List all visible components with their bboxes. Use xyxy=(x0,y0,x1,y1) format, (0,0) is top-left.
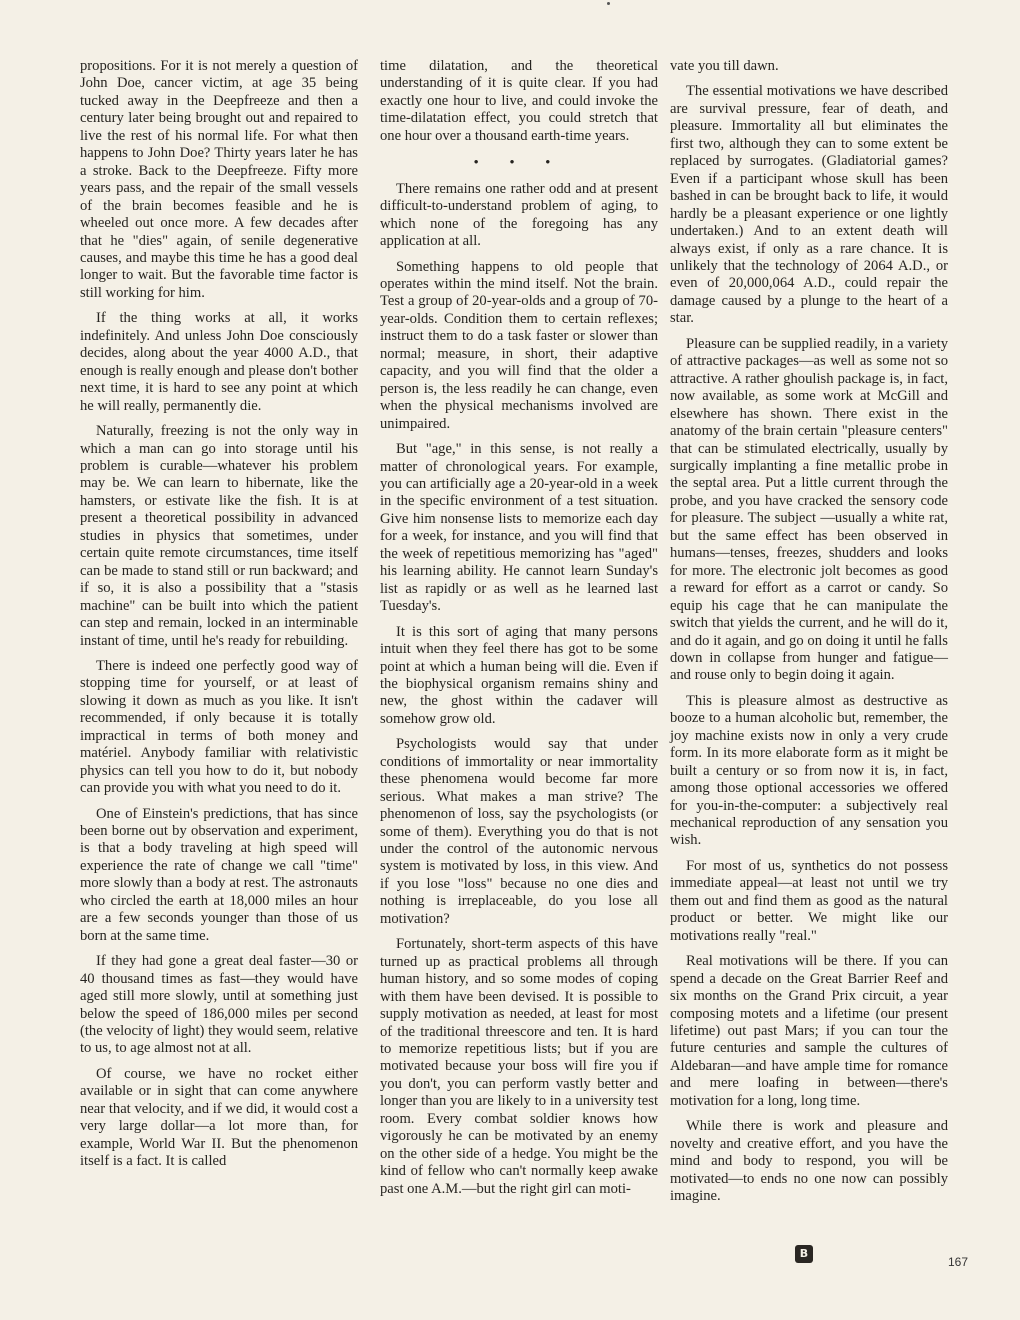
paragraph: Naturally, freezing is not the only way in which a man can go into storage until his problem is curable—whatever his problem may be. We can learn to hibernate, like the hamsters, or estivate like the fish. It is at present a theoretical possibility in advanced studies in physics that sometimes, under certain quite remote circumstances, time itself can be made to stand still or run backward; and if so, it is also a possibility that a "stasis machine" can be built into which the patient can step and remain, locked in an interminable instant of time, until he's ready for rebuilding. xyxy=(80,423,358,649)
paragraph: Psychologists would say that under conditions of immortality or near immortality these phenomena would become far more serious. What makes a man strive? The phenomenon of loss, say the psychologists (or some of them). Everything you do that is not under the control of the autonomic nervous system is motivated by loss, in this view. And if you lose "loss" because no one dies and nothing is irreplaceable, do you lose all motivation? xyxy=(380,736,658,927)
paragraph: time dilatation, and the theoretical understanding of it is quite clear. If you had exactly one hour to live, and could invoke the time-dilatation effect, you could stretch that one hour over a thousand earth-time years. xyxy=(380,58,658,144)
paragraph: But "age," in this sense, is not really a matter of chronological years. For example, you can artificially age a 20-year-old in a week in the specific environment of a test situation. Give him nonsense lists to memorize each day for a week, for instance, and you will find that the week of repetitious memorizing has "aged" his learning ability. He cannot learn Sunday's list as rapidly or as well as he learned last Tuesday's. xyxy=(380,441,658,615)
paragraph: One of Einstein's predictions, that has since been borne out by observation and experiment, is that a body traveling at high speed will experience the rate of change we call "time" more slowly than a body at rest. The astronauts who circled the earth at 18,000 miles an hour are a few seconds younger than those of us born at the same time. xyxy=(80,805,358,944)
paragraph: If the thing works at all, it works indefinitely. And unless John Doe consciously decides, along about the year 4000 A.D., that enough is really enough and please don't bother next time, it is hard to see any point at which he will really, permanently die. xyxy=(80,310,358,414)
paragraph: It is this sort of aging that many persons intuit when they feel there has got to be some point at which a human being will die. Even if the biophysical organism remains shiny and new, the ghost within the cadaver will somehow grow old. xyxy=(380,623,658,727)
paragraph: Pleasure can be supplied readily, in a variety of attractive packages—as well as some not so attractive. A rather ghoulish package is, in fact, now available, as some work at McGill and elsewhere has shown. There exist in the anatomy of the brain certain "pleasure centers" that can be stimulated electrically, usually by surgically implanting a fine metallic probe in the septal area. Put a little current through the probe, and you have cracked the sensory code for pleasure. The subject —usually a white rat, but the same effect has been observed in humans—tenses, freezes, shudders and looks for more. The electronic jolt becomes as good a reward for effort as a carrot or candy. So equip his cage that he can manipulate the switch that yields the current, and he will do it, and do it again, and go on doing it until he falls down in collapse from hunger and fatigue—and rouse only to begin doing it again. xyxy=(670,335,948,684)
paragraph: There remains one rather odd and at present difficult-to-understand problem of aging, to which none of the foregoing has any application at all. xyxy=(380,180,658,250)
paragraph: Something happens to old people that operates within the mind itself. Not the brain. Test a group of 20-year-olds and a group of 70-year-olds. Condition them to certain reflexes; instruct them to do a task faster or slower than normal; measure, in short, their adaptive capacity, and you will find that the older a person is, the less readily he can change, even when the physical mechanisms involved are unimpaired. xyxy=(380,258,658,432)
column-2 xyxy=(380,58,658,1206)
paragraph: For most of us, synthetics do not possess immediate appeal—at least not until we try them out and find them as good as the natural product or better. We might like our motivations really "real." xyxy=(670,857,948,944)
page-number: 167 xyxy=(948,1255,969,1269)
paragraph: Fortunately, short-term aspects of this have turned up as practical problems all through human history, and so some modes of coping with them have been devised. It is possible to supply motivation as needed, at least for most of the traditional threescore and ten. It is hard to memorize repetitious lists; but if you are motivated because your boss will fire you if you don't, you can perform vastly better and longer than you are likely to in a university test room. Every combat soldier knows how vigorously he can be motivated by an enemy on the other side of a hedge. You might be the kind of fellow who can't normally keep awake past one A.M.—but the right girl can moti- xyxy=(380,936,658,1197)
paragraph: Real motivations will be there. If you can spend a decade on the Great Barrier Reef and six months on the Grand Prix circuit, a year composing motets and a lifetime (our present lifetime) out past Mars; if you can tour the future centuries and sample the cultures of Aldebaran—and have ample time for romance and mere loafing in between—there's motivation for a long, long time. xyxy=(670,953,948,1109)
paragraph: If they had gone a great deal faster—30 or 40 thousand times as fast—they would have aged still more slowly, until at something just below the speed of 186,000 miles per second (the velocity of light) they would seem, relative to us, to age almost not at all. xyxy=(80,953,359,1057)
paragraph: While there is work and pleasure and novelty and creative effort, and you have the mind and body to respond, you will be motivated—to ends no one now can possibly imagine. xyxy=(670,1118,948,1205)
paragraph: This is pleasure almost as destructive as booze to a human alcoholic but, remember, the joy machine exists now in only a very crude form. In its more elaborate form as it might be built a century or so from now it is, in fact, among those optional accessories we offered for you-in-the-computer: a subjectively real mechanical reproduction of any sensation you wish. xyxy=(670,692,948,849)
section-separator: • • • xyxy=(473,154,565,170)
paragraph: Of course, we have no rocket either available or in sight that can come anywhere near that velocity, and if we did, it would cost a very large dollar—a lot more than, for example, World War II. But the phenomenon itself is a fact. It is called xyxy=(80,1065,358,1170)
end-mark-icon: B xyxy=(795,1245,813,1263)
paragraph: There is indeed one perfectly good way of stopping time for yourself, or at least of slowing it down as much as you like. It isn't recommended, if only because it is totally impractical in terms of both money and matériel. Anybody familiar with relativistic physics can tell you how to do it, but nobody can provide you with what you need to do it. xyxy=(80,657,358,797)
paragraph: vate you till dawn. xyxy=(670,58,779,74)
column-1 xyxy=(80,58,358,1179)
top-dot xyxy=(607,2,610,5)
column-3 xyxy=(670,58,948,1214)
paragraph: The essential motivations we have described are survival pressure, fear of death, and pleasure. Immortality all but eliminates the first two, although they can to some extent be replaced by surrogates. (Gladiatorial games? Even if a participant whose skull has been bashed in can be brought back to life, it would hardly be a pleasant experience or one lightly undertaken.) And to an extent death will always exist, if only as a rare chance. It is unlikely that the technology of 2064 A.D., or even of 20,000,064 A.D., could repair the damage caused by a plunge to the heart of a star. xyxy=(670,83,948,327)
paragraph: propositions. For it is not merely a question of John Doe, cancer victim, at age 35 being tucked away in the Deepfreeze and then a century later being brought out and repaired to live the rest of his normal life. For what then happens to John Doe? Thirty years later he has a stroke. Back to the Deepfreeze. Fifty more years pass, and the repair of the small vessels of the brain becomes feasible and he is wheeled out once more. A few decades after that he "dies" again, of senile degenerative causes, and maybe this time he has a good deal longer to wait. But the favorable time factor is still working for him. xyxy=(80,58,358,301)
